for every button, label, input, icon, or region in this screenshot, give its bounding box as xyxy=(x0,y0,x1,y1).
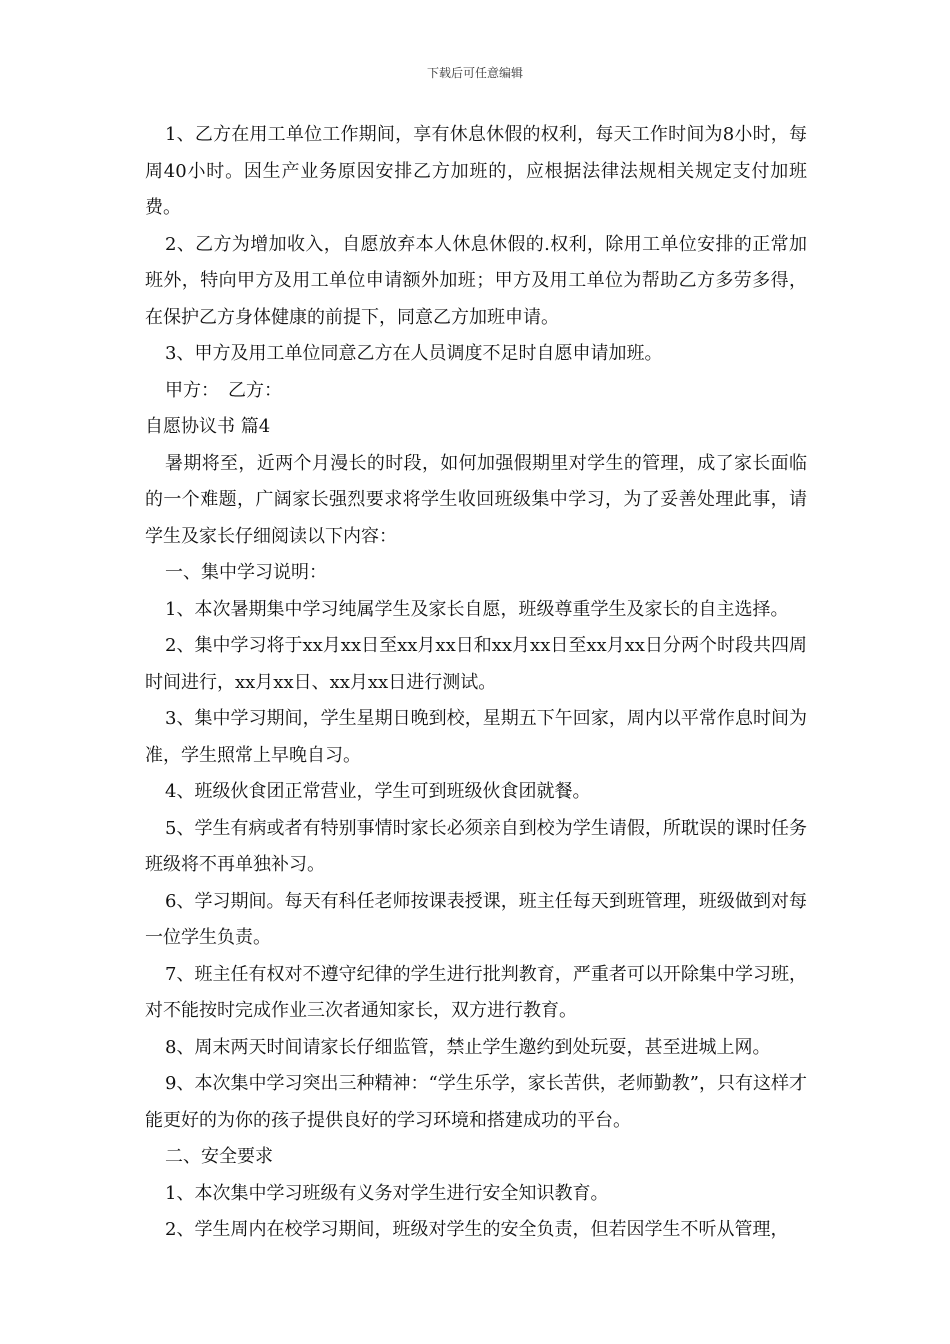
study-item-4: 4、班级伙食团正常营业，学生可到班级伙食团就餐。 xyxy=(165,781,591,802)
heading-study-notes: 一、集中学习说明： xyxy=(165,562,327,583)
study-item-6: 6、学习期间。每天有科任老师按课表授课，班主任每天到班管理，班级做到对每一位学生负责。 xyxy=(145,890,807,948)
study-item-8: 8、周末两天时间请家长仔细监管，禁止学生邀约到处玩耍，甚至进城上网。 xyxy=(165,1036,771,1058)
section-title: 自愿协议书 篇4 xyxy=(145,416,271,437)
study-item-3: 3、集中学习期间，学生星期日晚到校，星期五下午回家，周内以平常作息时间为准，学生照常上早晚自习。 xyxy=(145,708,807,766)
intro-paragraph: 暑期将至，近两个月漫长的时段，如何加强假期里对学生的管理，成了家长面临的一个难题，广阔家长强烈要求将学生收回班级集中学习，为了妥善处理此事，请学生及家长仔细阅读以下内容： xyxy=(145,452,807,547)
study-item-1: 1、本次暑期集中学习纯属学生及家长自愿，班级尊重学生及家长的自主选择。 xyxy=(165,598,789,620)
study-item-7: 7、班主任有权对不遵守纪律的学生进行批判教育，严重者可以开除集中学习班，对不能按时完成作业三次者通知家长，双方进行教育。 xyxy=(145,963,807,1021)
page-header: 下载后可任意编辑 xyxy=(426,66,523,80)
study-item-2: 2、集中学习将于xx月xx日至xx月xx日和xx月xx日至xx月xx日分两个时段共四周时间进行，xx月xx日、xx月xx日进行测试。 xyxy=(145,635,807,693)
safety-item-1: 1、本次集中学习班级有义务对学生进行安全知识教育。 xyxy=(165,1182,609,1204)
heading-safety: 二、安全要求 xyxy=(165,1146,273,1167)
document-body xyxy=(145,117,807,1249)
paragraph-2: 2、乙方为增加收入，自愿放弃本人休息休假的.权利，除用工单位安排的正常加班外，特向甲方及用工单位申请额外加班；甲方及用工单位为帮助乙方多劳多得，在保护乙方身体健康的前提下，同意乙方加班申请。 xyxy=(145,233,807,328)
study-item-9: 9、本次集中学习突出三种精神：“学生乐学，家长苦供，老师勤教”，只有这样才能更好的为你的孩子提供良好的学习环境和搭建成功的平台。 xyxy=(145,1073,807,1131)
paragraph-3: 3、甲方及用工单位同意乙方在人员调度不足时自愿申请加班。 xyxy=(165,343,663,364)
safety-item-2: 2、学生周内在校学习期间，班级对学生的安全负责，但若因学生不听从管理， xyxy=(165,1219,789,1240)
signature-line: 甲方： 乙方： xyxy=(165,379,282,401)
study-item-5: 5、学生有病或者有特别事情时家长必须亲自到校为学生请假，所耽误的课时任务班级将不再单独补习。 xyxy=(145,817,807,875)
paragraph-1: 1、乙方在用工单位工作期间，享有休息休假的权利，每天工作时间为8小时，每周40小时。因生产业务原因安排乙方加班的，应根据法律法规相关规定支付加班费。 xyxy=(145,124,807,218)
